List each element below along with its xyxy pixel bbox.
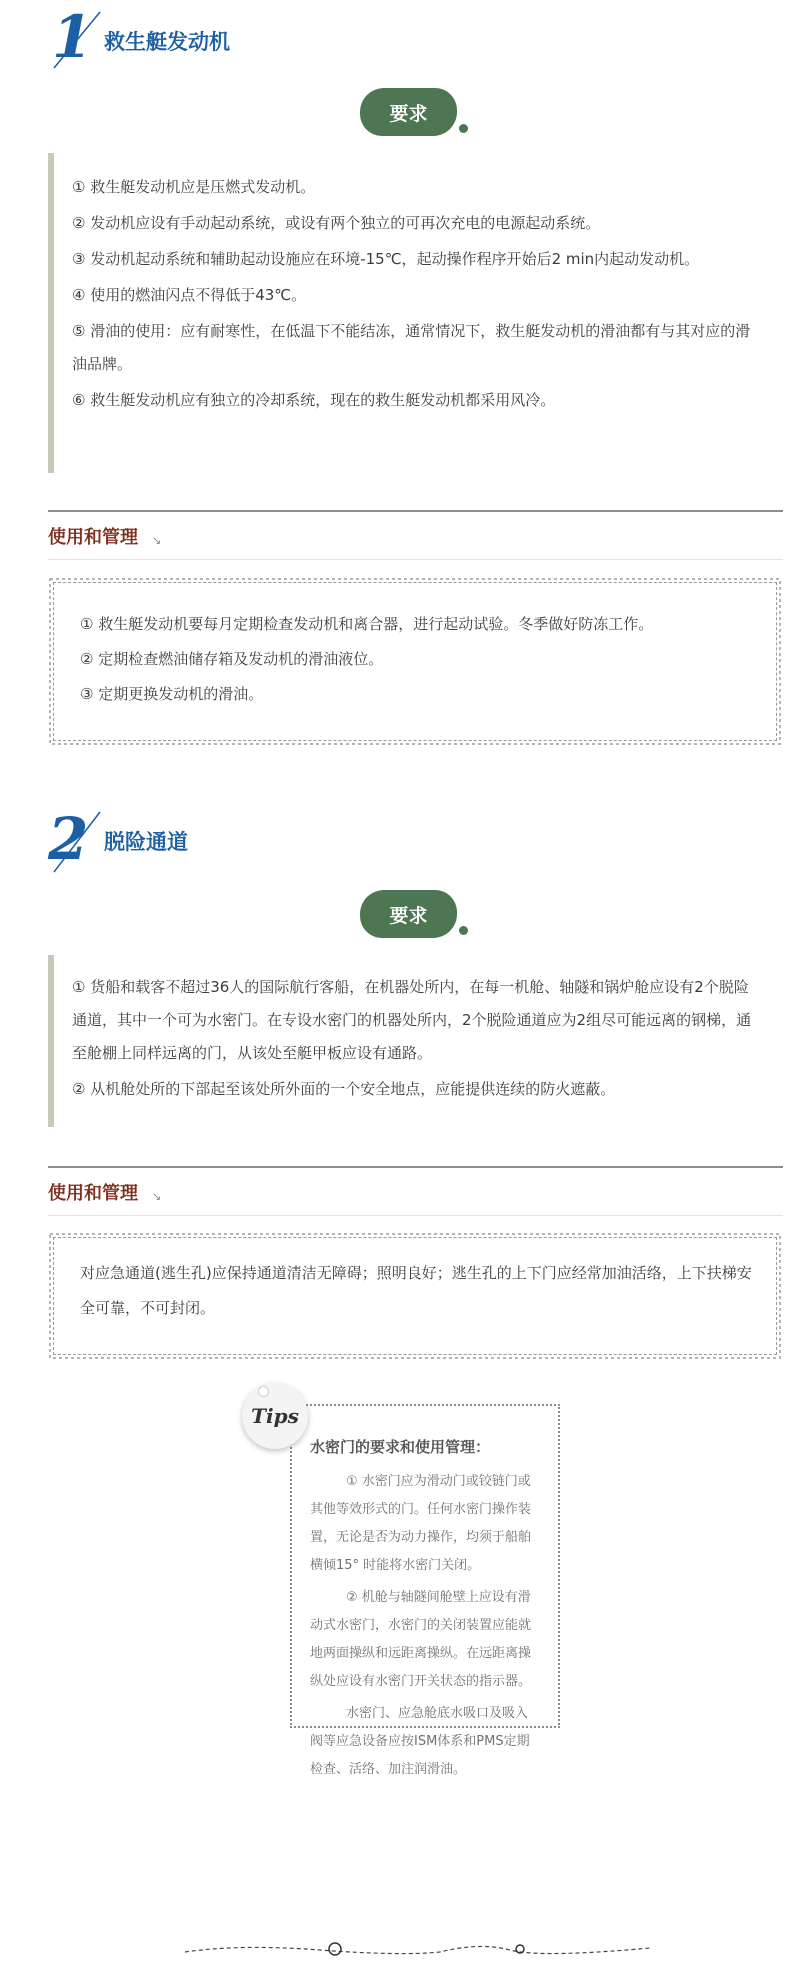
corner-arrow-icon: ↘ xyxy=(152,1190,162,1203)
requirement-item: ⑥ 救生艇发动机应有独立的冷却系统，现在的救生艇发动机都采用风冷。 xyxy=(72,391,556,409)
requirement-item: ① 货船和载客不超过36人的国际航行客船，在机器处所内，在每一机舱、轴隧和锅炉舱应设有2个脱险通道，其中一个可为水密门。在专设水密门的机器处所内，2个脱险通道应为2组尽可能远离的钢梯，通至舱棚上同样远离的门，从该处至艇甲板应设有通路。 xyxy=(72,978,752,1062)
usage-heading xyxy=(48,1166,783,1216)
pill-dot xyxy=(459,926,468,935)
requirement-pill: 要求 xyxy=(360,890,457,938)
section-number: 1 xyxy=(52,3,93,71)
tips-paragraph: ② 机舱与轴隧间舱壁上应设有滑动式水密门，水密门的关闭装置应能就地两面操纵和远距离操纵。在远距离操纵处应设有水密门开关状态的指示器。 xyxy=(310,1590,532,1689)
tips-badge xyxy=(242,1383,308,1449)
section-number: 2 xyxy=(48,805,89,873)
tips-title: 水密门的要求和使用管理： xyxy=(310,1438,491,1456)
usage-item: ③ 定期更换发动机的滑油。 xyxy=(80,685,264,703)
usage-list xyxy=(80,1256,760,1326)
requirement-item: ② 从机舱处所的下部起至该处所外面的一个安全地点，应能提供连续的防火遮蔽。 xyxy=(72,1080,616,1098)
section-2-header xyxy=(48,805,348,876)
usage-box xyxy=(48,1232,782,1360)
tips-paragraph: ① 水密门应为滑动门或铰链门或其他等效形式的门。任何水密门操作装置，无论是否为动力操作，均须于船舶横倾15° 时能将水密门关闭。 xyxy=(310,1474,532,1573)
tips-label: Tips xyxy=(251,1404,299,1428)
tips-box xyxy=(290,1404,560,1777)
requirement-item: ① 救生艇发动机应是压燃式发动机。 xyxy=(72,178,316,196)
section-1-header xyxy=(48,3,348,72)
usage-item: ② 定期检查燃油储存箱及发动机的滑油液位。 xyxy=(80,650,384,668)
requirement-item: ④ 使用的燃油闪点不得低于43℃。 xyxy=(72,286,307,304)
corner-arrow-icon: ↘ xyxy=(152,534,162,547)
usage-item: ① 救生艇发动机要每月定期检查发动机和离合器，进行起动试验。冬季做好防冻工作。 xyxy=(80,615,654,633)
pill-dot xyxy=(459,124,468,133)
section-title: 救生艇发动机 xyxy=(104,30,230,54)
slash-decoration-icon xyxy=(48,805,108,876)
requirement-pill: 要求 xyxy=(360,88,457,136)
requirement-item: ③ 发动机起动系统和辅助起动设施应在环境-15℃，起动操作程序开始后2 min内起动发动机。 xyxy=(72,250,700,268)
tips-paragraph: 水密门、应急舱底水吸口及吸入阀等应急设备应按ISM体系和PMS定期检查、活络、加注润滑油。 xyxy=(310,1706,530,1777)
pin-icon xyxy=(258,1386,269,1397)
requirement-box xyxy=(48,153,774,473)
decorative-squiggle xyxy=(180,1936,650,1966)
requirement-item: ⑤ 滑油的使用：应有耐寒性，在低温下不能结冻，通常情况下，救生艇发动机的滑油都有与其对应的滑油品牌。 xyxy=(72,322,751,373)
usage-item: 对应急通道(逃生孔)应保持通道清洁无障碍；照明良好；逃生孔的上下门应经常加油活络，上下扶梯安全可靠，不可封闭。 xyxy=(80,1264,752,1317)
usage-heading xyxy=(48,510,783,560)
usage-title: 使用和管理 xyxy=(48,527,138,548)
usage-list xyxy=(80,607,760,712)
usage-title: 使用和管理 xyxy=(48,1183,138,1204)
slash-decoration-icon xyxy=(48,3,108,72)
section-title: 脱险通道 xyxy=(104,830,188,854)
usage-box xyxy=(48,577,782,746)
requirement-item: ② 发动机应设有手动起动系统，或设有两个独立的可再次充电的电源起动系统。 xyxy=(72,214,601,232)
tips-content xyxy=(310,1468,536,1788)
requirement-box xyxy=(48,955,774,1127)
